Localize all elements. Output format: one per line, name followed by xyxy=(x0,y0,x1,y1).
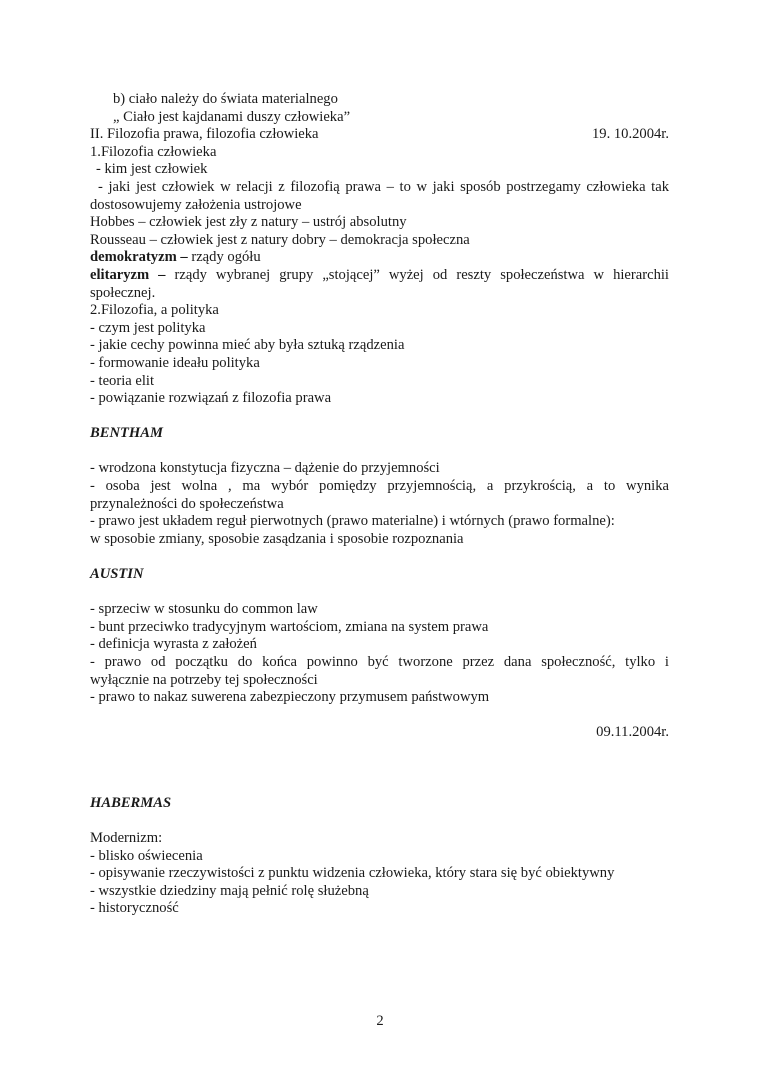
text-line: wyłącznie na potrzeby tej społeczności xyxy=(90,671,318,688)
definition-line xyxy=(90,267,669,285)
list-item: - teoria elit xyxy=(90,372,155,389)
term-demokratyzm: demokratyzm – xyxy=(90,249,188,266)
spacer xyxy=(90,584,669,602)
list-item: - czym jest polityka xyxy=(90,319,206,336)
text-line: przynależności do społeczeństwa xyxy=(90,495,284,512)
list-item: - prawo jest układem reguł pierwotnych (prawo materialne) i wtórnych (prawo formalne): xyxy=(90,513,615,530)
text-line: dostosowujemy założenia ustrojowe xyxy=(90,196,302,213)
text-line: - jaki jest człowiek w relacji z filozofią prawa – to w jaki sposób postrzegamy człowieka tak xyxy=(98,178,669,195)
list-item: - definicja wyrasta z założeń xyxy=(90,636,257,653)
subsection-title: 1.Filozofia człowieka xyxy=(90,143,217,160)
text-line: społecznej. xyxy=(90,284,156,301)
text-line: Modernizm: xyxy=(90,829,163,846)
heading-habermas: HABERMAS xyxy=(90,794,172,811)
list-item: - sprzeciw w stosunku do common law xyxy=(90,601,318,618)
text-line: b) ciało należy do świata materialnego xyxy=(113,91,338,107)
heading-bentham: BENTHAM xyxy=(90,425,163,442)
page-number: 2 xyxy=(376,1013,384,1029)
text-line: Rousseau – człowiek jest z natury dobry – demokracja społeczna xyxy=(90,231,470,248)
heading-austin: AUSTIN xyxy=(90,566,144,583)
lecture-date: 09.11.2004r. xyxy=(596,724,669,741)
subsection-title: 2.Filozofia, a polityka xyxy=(90,302,219,319)
list-item: - wrodzona konstytucja fizyczna – dążenie do przyjemności xyxy=(90,460,440,477)
quote-line: „ Ciało jest kajdanami duszy człowieka” xyxy=(113,108,351,125)
list-item: - bunt przeciwko tradycyjnym wartościom, zmiana na system prawa xyxy=(90,618,489,635)
text-line: w sposobie zmiany, sposobie zasądzania i sposobie rozpoznania xyxy=(90,530,464,547)
definition-line xyxy=(90,249,669,267)
spacer xyxy=(90,707,669,725)
lecture-date: 19. 10.2004r. xyxy=(591,126,669,143)
list-item: - opisywanie rzeczywistości z punktu widzenia człowieka, który stara się być obiektywny xyxy=(90,865,615,882)
list-item: - powiązanie rozwiązań z filozofia prawa xyxy=(90,390,332,407)
list-item: - osoba jest wolna , ma wybór pomiędzy przyjemnością, a przykrością, a to wynika xyxy=(90,478,669,495)
definition-text: rządy ogółu xyxy=(187,249,261,266)
section-title: II. Filozofia prawa, filozofia człowieka xyxy=(90,126,319,143)
spacer xyxy=(90,443,669,461)
term-elitaryzm: elitaryzm – xyxy=(90,266,166,283)
text-line: - kim jest człowiek xyxy=(96,161,208,178)
list-item: - wszystkie dziedziny mają pełnić rolę służebną xyxy=(90,882,369,899)
list-item: - blisko oświecenia xyxy=(90,847,203,864)
spacer xyxy=(90,408,669,426)
list-item: - jakie cechy powinna mieć aby była sztuką rządzenia xyxy=(90,337,405,354)
section-heading-row xyxy=(90,126,669,144)
page-content xyxy=(90,91,669,918)
spacer xyxy=(90,812,669,830)
text-line: Hobbes – człowiek jest zły z natury – ustrój absolutny xyxy=(90,214,407,231)
definition-text: rządy wybranej grupy „stojącej” wyżej od reszty społeczeństwa w hierarchii xyxy=(165,266,669,283)
list-item: - formowanie ideału polityka xyxy=(90,354,260,371)
spacer xyxy=(90,548,669,566)
spacer xyxy=(90,742,669,795)
list-item: - prawo to nakaz suwerena zabezpieczony przymusem państwowym xyxy=(90,689,490,706)
list-item: - prawo od początku do końca powinno być tworzone przez dana społeczność, tylko i xyxy=(90,654,669,670)
list-item: - historyczność xyxy=(90,900,179,917)
